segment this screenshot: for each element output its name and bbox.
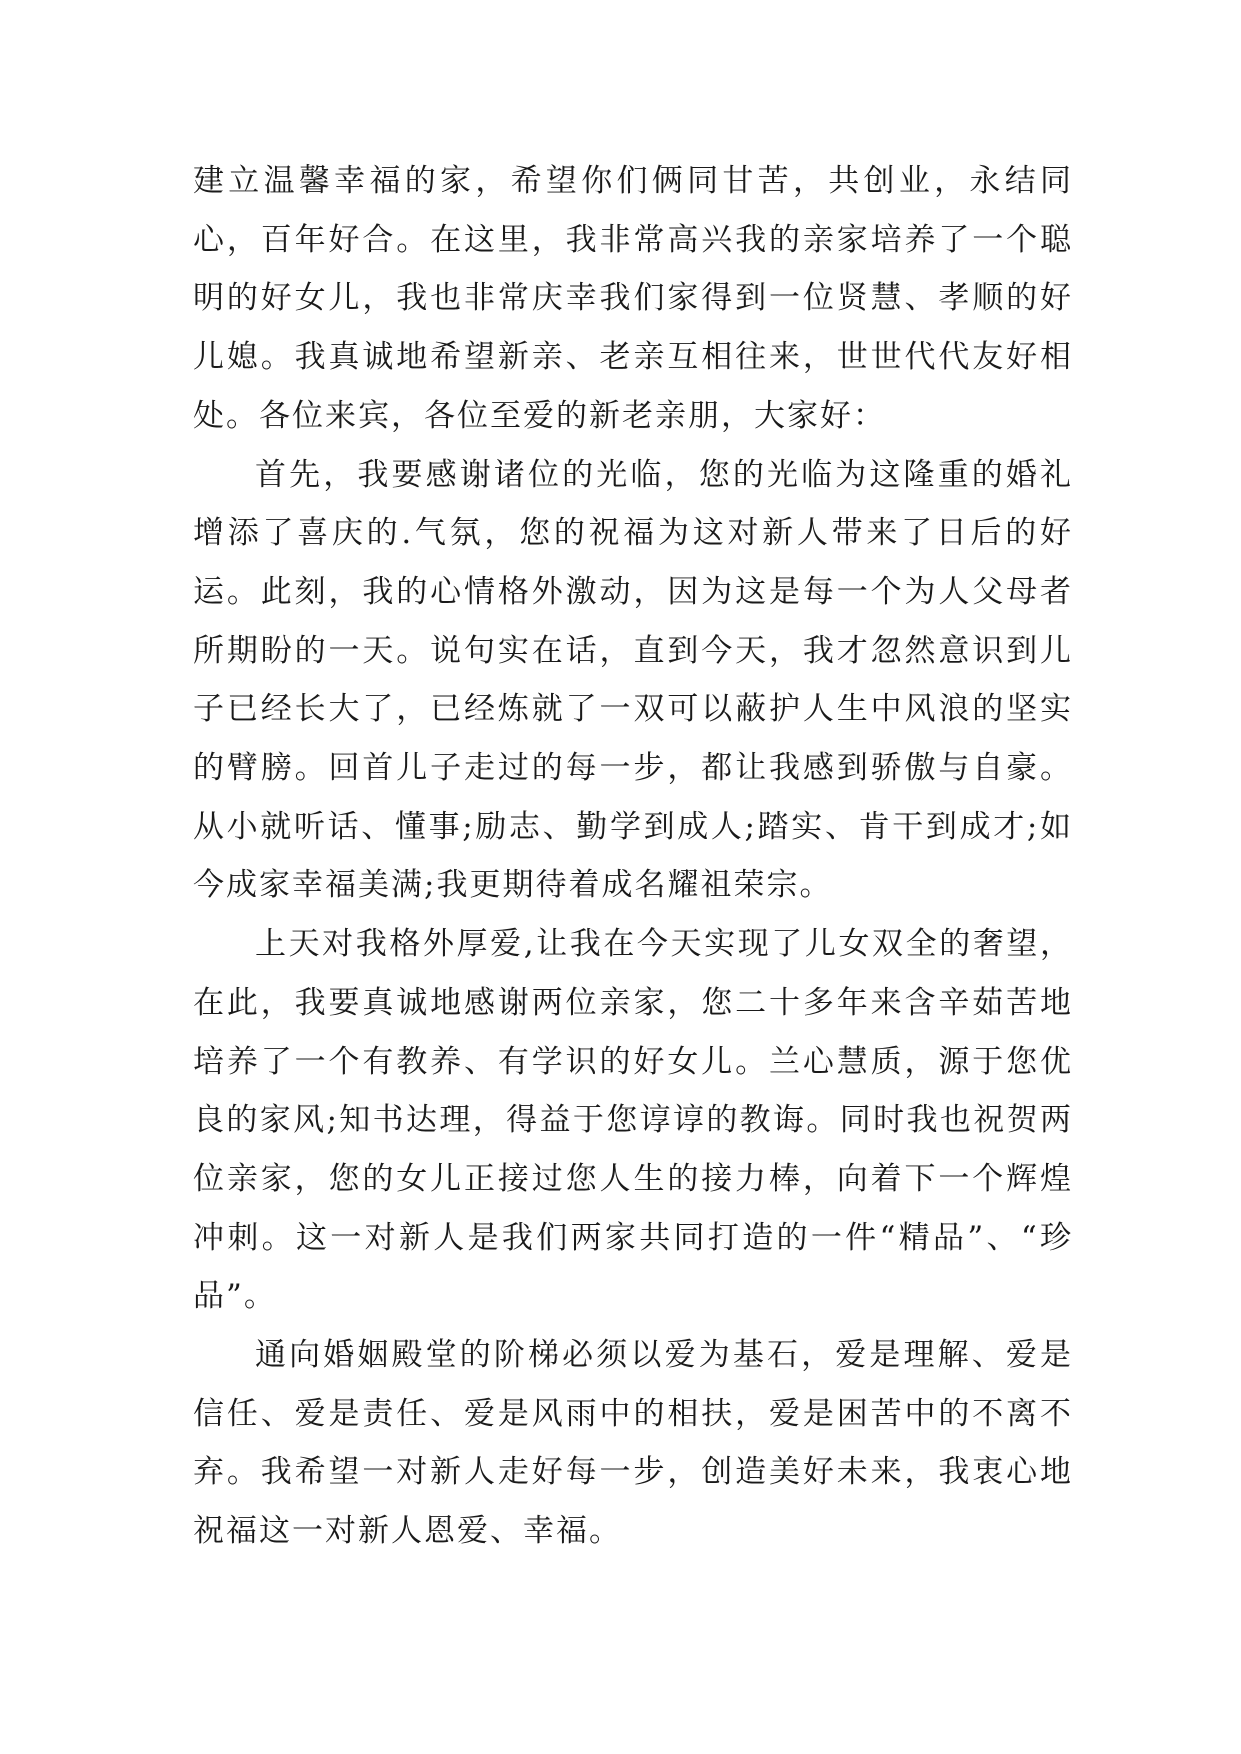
paragraph-3: 上天对我格外厚爱,让我在今天实现了儿女双全的奢望，在此，我要真诚地感谢两位亲家，您二十多年来含辛茹苦地培养了一个有教养、有学识的好女儿。兰心慧质，源于您优良的家风;知书达理，得益于您谆谆的教诲。同时我也祝贺两位亲家，您的女儿正接过您人生的接力棒，向着下一个辉煌冲刺。这一对新人是我们两家共同打造的一件“精品”、“珍品”。 (193, 926, 1073, 1315)
document-body (193, 152, 1073, 1561)
paragraph-1: 建立温馨幸福的家，希望你们俩同甘苦，共创业，永结同心，百年好合。在这里，我非常高兴我的亲家培养了一个聪明的好女儿，我也非常庆幸我们家得到一位贤慧、孝顺的好儿媳。我真诚地希望新亲、老亲互相往来，世世代代友好相处。各位来宾，各位至爱的新老亲朋，大家好： (193, 163, 1073, 434)
paragraph-4: 通向婚姻殿堂的阶梯必须以爱为基石，爱是理解、爱是信任、爱是责任、爱是风雨中的相扶，爱是困苦中的不离不弃。我希望一对新人走好每一步，创造美好未来，我衷心地祝福这一对新人恩爱、幸福。 (193, 1337, 1073, 1550)
paragraph-2: 首先，我要感谢诸位的光临，您的光临为这隆重的婚礼增添了喜庆的.气氛，您的祝福为这对新人带来了日后的好运。此刻，我的心情格外激动，因为这是每一个为人父母者所期盼的一天。说句实在话，直到今天，我才忽然意识到儿子已经长大了，已经炼就了一双可以蔽护人生中风浪的坚实的臂膀。回首儿子走过的每一步，都让我感到骄傲与自豪。从小就听话、懂事;励志、勤学到成人;踏实、肯干到成才;如今成家幸福美满;我更期待着成名耀祖荣宗。 (193, 456, 1073, 904)
